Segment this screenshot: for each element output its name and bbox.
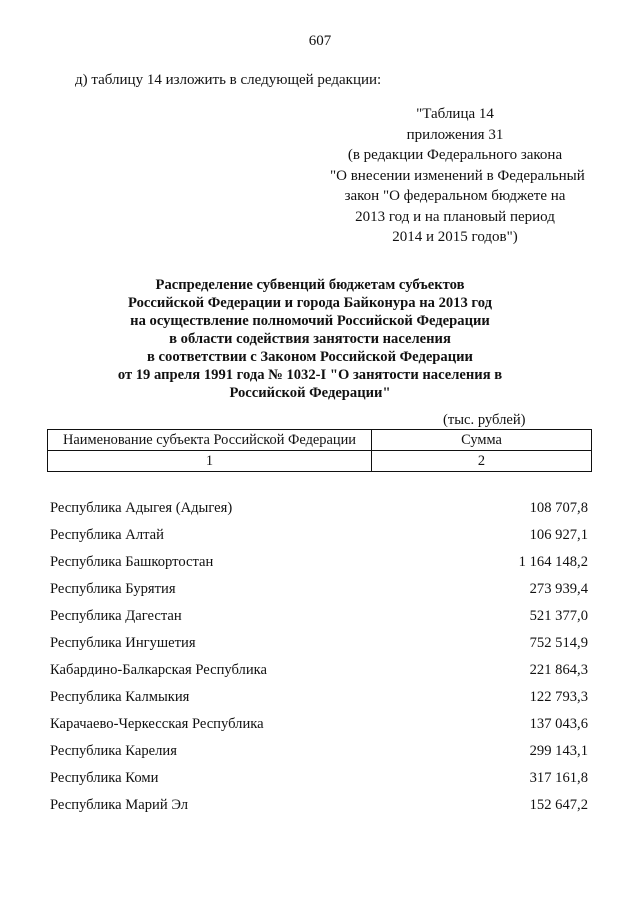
appendix-line: 2014 и 2015 годов")	[392, 229, 518, 245]
region-amount: 152 647,2	[529, 797, 588, 813]
region-name: Республика Дагестан	[50, 608, 182, 624]
region-amount: 317 161,8	[529, 770, 588, 786]
appendix-line: "Таблица 14	[416, 106, 494, 122]
region-name: Республика Калмыкия	[50, 689, 190, 705]
column-number-2: 2	[372, 451, 592, 472]
region-name: Республика Адыгея (Адыгея)	[50, 500, 233, 516]
region-name: Республика Карелия	[50, 743, 177, 759]
heading-line: Российской Федерации"	[229, 385, 391, 401]
heading-line: в соответствии с Законом Российской Федерации	[147, 349, 473, 365]
appendix-line: (в редакции Федерального закона	[347, 147, 563, 163]
region-name: Республика Ингушетия	[50, 635, 196, 651]
appendix-line: "О внесении изменений в Федеральный	[330, 167, 585, 184]
table-row	[50, 550, 588, 577]
region-amount: 221 864,3	[529, 662, 588, 678]
region-name: Республика Марий Эл	[50, 797, 189, 813]
document-heading	[80, 276, 540, 402]
region-name: Кабардино-Балкарская Республика	[50, 662, 267, 678]
region-name: Республика Коми	[50, 770, 159, 786]
column-number-row	[48, 451, 592, 472]
appendix-line: закон "О федеральном бюджете на	[344, 188, 566, 204]
region-name: Карачаево-Черкесская Республика	[50, 716, 264, 732]
column-number-1: 1	[48, 451, 372, 472]
table-row	[50, 523, 588, 550]
table-row	[50, 658, 588, 685]
intro-text: д) таблицу 14 изложить в следующей редакции:	[75, 72, 382, 88]
region-amount: 106 927,1	[529, 527, 588, 543]
heading-line: в области содействия занятости населения	[169, 331, 451, 347]
region-name: Республика Башкортостан	[50, 554, 214, 570]
heading-line: Распределение субвенций бюджетам субъектов	[155, 277, 465, 293]
region-amount: 521 377,0	[529, 608, 588, 624]
table-header	[47, 429, 592, 472]
region-amount: 108 707,8	[529, 500, 588, 516]
region-name: Республика Бурятия	[50, 581, 176, 597]
region-name: Республика Алтай	[50, 527, 164, 543]
column-header-amount: Сумма	[372, 430, 592, 451]
page-number: 607	[308, 33, 332, 49]
header-row	[48, 430, 592, 451]
table-row	[50, 496, 588, 523]
region-amount: 299 143,1	[529, 743, 588, 759]
table-row	[50, 631, 588, 658]
table-row	[50, 577, 588, 604]
heading-line: на осуществление полномочий Российской Федерации	[130, 313, 490, 329]
heading-line: от 19 апреля 1991 года № 1032-I "О занятости населения в	[117, 367, 503, 383]
appendix-line: приложения 31	[406, 126, 504, 143]
heading-line: Российской Федерации и города Байконура на 2013 год	[128, 295, 492, 311]
table-row	[50, 793, 588, 820]
region-amount: 1 164 148,2	[518, 554, 588, 570]
region-amount: 273 939,4	[529, 581, 588, 597]
table-row	[50, 685, 588, 712]
region-amount: 752 514,9	[529, 635, 588, 651]
table-row	[50, 712, 588, 739]
table-row	[50, 604, 588, 631]
units-label: (тыс. рублей)	[443, 412, 526, 428]
region-amount: 122 793,3	[529, 689, 588, 705]
table-row	[50, 766, 588, 793]
appendix-reference	[330, 104, 585, 248]
column-header-name: Наименование субъекта Российской Федерации	[48, 430, 372, 451]
subsidy-rows	[50, 496, 588, 820]
table-row	[50, 739, 588, 766]
region-amount: 137 043,6	[529, 716, 588, 732]
appendix-line: 2013 год и на плановый период	[355, 208, 555, 225]
